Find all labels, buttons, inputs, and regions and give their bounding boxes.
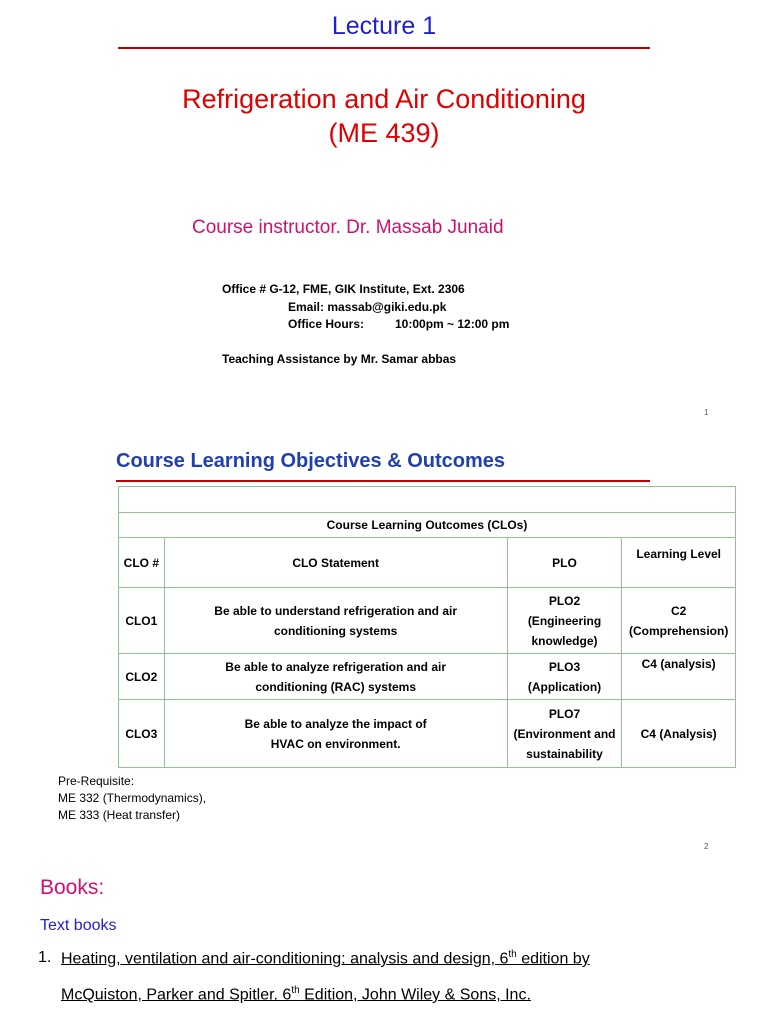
course-title-line1: Refrigeration and Air Conditioning bbox=[182, 84, 586, 114]
book-publisher: Edition, John Wiley & Sons, Inc. bbox=[299, 986, 531, 1004]
teaching-assistant: Teaching Assistance by Mr. Samar abbas bbox=[222, 352, 457, 366]
clo-table-blank-row bbox=[119, 487, 736, 513]
book-item-number: 1. bbox=[38, 949, 52, 966]
clo-table-title: Course Learning Outcomes (CLOs) bbox=[119, 513, 736, 538]
book-line-1 bbox=[61, 949, 590, 968]
clo-row-1-level: C2 (Comprehension) bbox=[622, 588, 736, 654]
book-authors: McQuiston, Parker and Spitler. 6 bbox=[61, 986, 292, 1004]
book-authors-sup: th bbox=[291, 985, 300, 996]
clo-header-statement: CLO Statement bbox=[164, 538, 507, 588]
prereq-heat-transfer: ME 333 (Heat transfer) bbox=[58, 808, 181, 822]
office-hours-label: Office Hours: bbox=[288, 317, 365, 331]
prerequisites bbox=[58, 773, 206, 824]
prereq-thermodynamics: ME 332 (Thermodynamics), bbox=[58, 791, 207, 805]
clo-row-1-statement: Be able to understand refrigeration and air conditioning systems bbox=[164, 588, 507, 654]
clo-heading: Course Learning Objectives & Outcomes bbox=[116, 450, 505, 472]
lecture-number: Lecture 1 bbox=[331, 12, 437, 40]
prereq-title: Pre-Requisite: bbox=[58, 774, 135, 788]
page-number-2: 2 bbox=[704, 842, 709, 851]
clo-row-1-plo: PLO2 (Engineering knowledge) bbox=[507, 588, 622, 654]
course-code: (ME 439) bbox=[328, 118, 440, 148]
course-title bbox=[0, 82, 768, 150]
title-rule bbox=[118, 47, 650, 49]
clo-row-3-level: C4 (Analysis) bbox=[622, 700, 736, 768]
clo-row-2-plo: PLO3 (Application) bbox=[507, 654, 622, 700]
clo-row-3-plo: PLO7 (Environment and sustainability bbox=[507, 700, 622, 768]
books-heading: Books: bbox=[40, 876, 105, 899]
office-info: Office # G-12, FME, GIK Institute, Ext. 2306 bbox=[222, 282, 465, 296]
textbooks-subheading: Text books bbox=[40, 917, 117, 934]
page-number-1: 1 bbox=[704, 408, 709, 417]
clo-header-level: Learning Level bbox=[622, 538, 736, 588]
clo-row-1-number: CLO1 bbox=[119, 588, 165, 654]
clo-row-2-level: C4 (analysis) bbox=[622, 654, 736, 700]
clo-table bbox=[118, 486, 736, 768]
clo-header-plo: PLO bbox=[507, 538, 622, 588]
course-instructor: Course instructor. Dr. Massab Junaid bbox=[192, 217, 504, 238]
book-title-text: Heating, ventilation and air-conditioning: analysis and design, 6 bbox=[61, 950, 509, 968]
book-edition-by: edition by bbox=[516, 950, 590, 968]
clo-row-2-statement: Be able to analyze refrigeration and air conditioning (RAC) systems bbox=[164, 654, 507, 700]
book-line-2 bbox=[61, 985, 531, 1004]
clo-header-number: CLO # bbox=[119, 538, 165, 588]
clo-row-3-statement: Be able to analyze the impact of HVAC on environment. bbox=[164, 700, 507, 768]
book-edition-sup: th bbox=[508, 949, 517, 960]
email-info: Email: massab@giki.edu.pk bbox=[288, 300, 447, 314]
clo-row-2-number: CLO2 bbox=[119, 654, 165, 700]
clo-row-3-number: CLO3 bbox=[119, 700, 165, 768]
clo-heading-rule bbox=[116, 480, 650, 482]
office-hours-value: 10:00pm ~ 12:00 pm bbox=[395, 317, 510, 331]
